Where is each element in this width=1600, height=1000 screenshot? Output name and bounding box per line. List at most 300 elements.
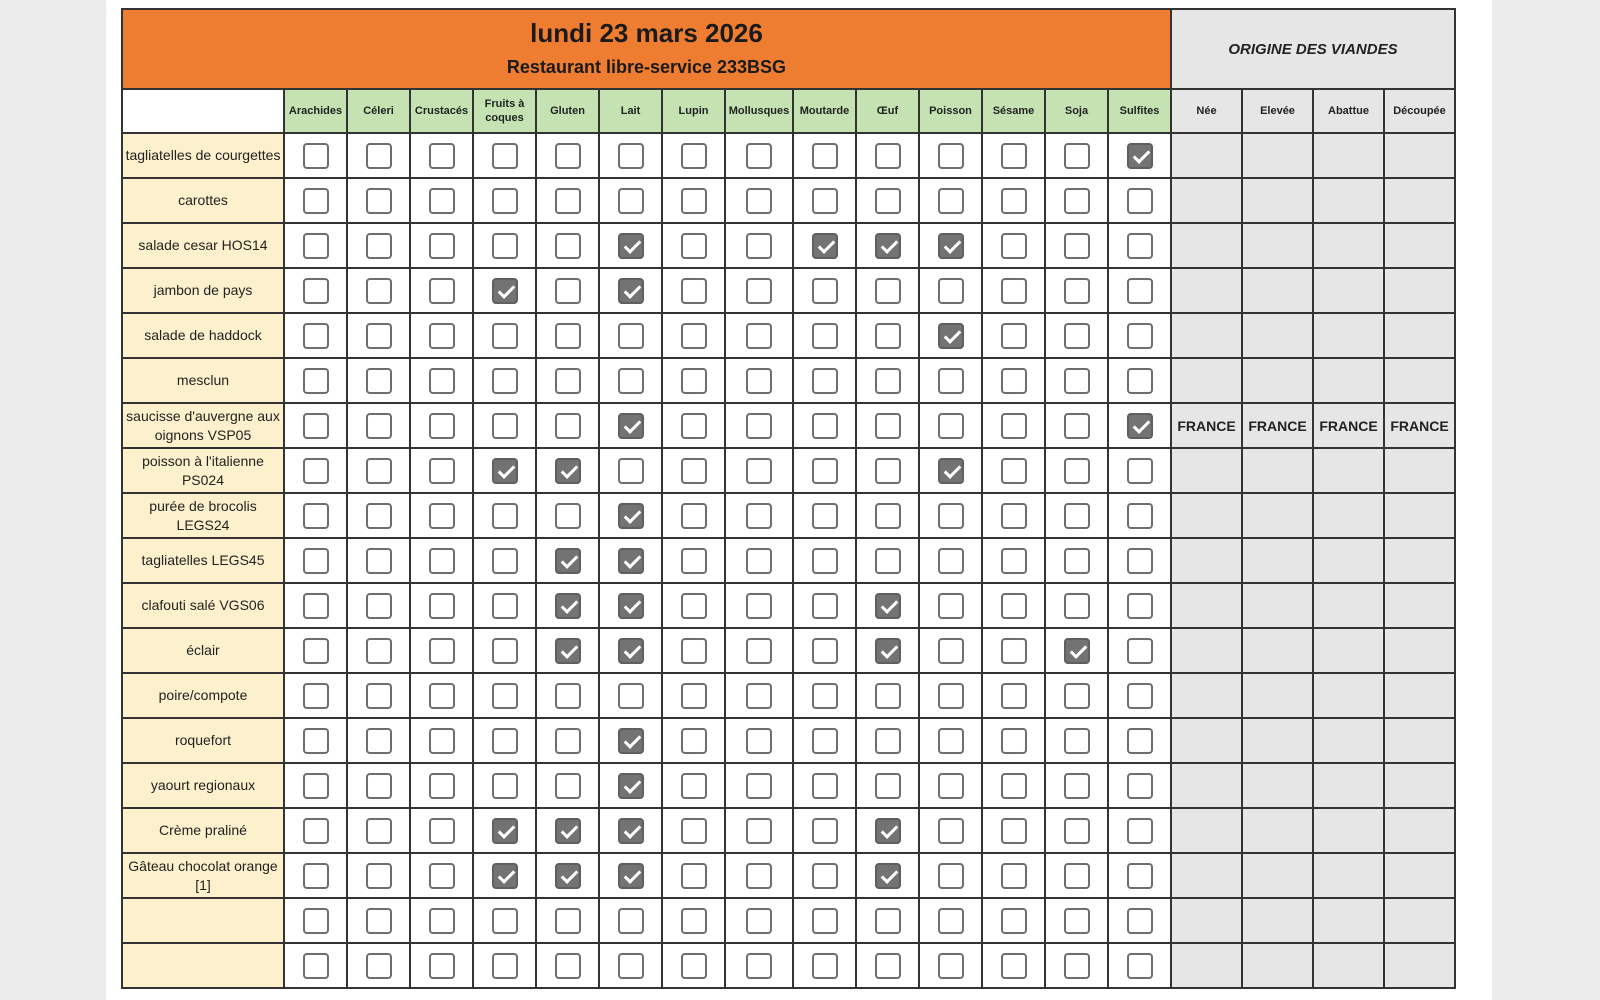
checkbox-arachides[interactable]: [303, 323, 329, 349]
checkbox-sulfites[interactable]: [1127, 818, 1153, 844]
checkbox-lupin[interactable]: [681, 953, 707, 979]
checkbox-sulfites[interactable]: [1127, 728, 1153, 754]
checkbox-sulfites[interactable]: [1127, 413, 1153, 439]
checkbox-mollusques[interactable]: [746, 773, 772, 799]
checkbox-celeri[interactable]: [366, 413, 392, 439]
checkbox-lait[interactable]: [618, 728, 644, 754]
checkbox-celeri[interactable]: [366, 458, 392, 484]
checkbox-lait[interactable]: [618, 503, 644, 529]
checkbox-lait[interactable]: [618, 143, 644, 169]
allergen-cell: [982, 403, 1045, 448]
checkbox-poisson[interactable]: [938, 908, 964, 934]
checkbox-poisson[interactable]: [938, 593, 964, 619]
checkbox-moutarde[interactable]: [812, 143, 838, 169]
allergen-cell: [347, 583, 410, 628]
checkbox-lupin[interactable]: [681, 728, 707, 754]
checkbox-soja[interactable]: [1064, 638, 1090, 664]
checkbox-arachides[interactable]: [303, 818, 329, 844]
checkbox-crustaces[interactable]: [429, 818, 455, 844]
checkbox-gluten[interactable]: [555, 458, 581, 484]
checkbox-mollusques[interactable]: [746, 143, 772, 169]
checkbox-fruits-a-coques[interactable]: [492, 188, 518, 214]
checkbox-crustaces[interactable]: [429, 323, 455, 349]
checkbox-fruits-a-coques[interactable]: [492, 413, 518, 439]
checkbox-mollusques[interactable]: [746, 188, 772, 214]
origin-cell-nee: [1171, 538, 1242, 583]
origin-cell-nee: [1171, 583, 1242, 628]
checkbox-arachides[interactable]: [303, 683, 329, 709]
checkbox-poisson[interactable]: [938, 818, 964, 844]
checkbox-lait[interactable]: [618, 278, 644, 304]
checkbox-lupin[interactable]: [681, 773, 707, 799]
checkbox-lupin[interactable]: [681, 143, 707, 169]
checkbox-arachides[interactable]: [303, 278, 329, 304]
checkbox-soja[interactable]: [1064, 593, 1090, 619]
allergen-cell: [410, 403, 473, 448]
table-row: [122, 448, 1455, 493]
checkbox-fruits-a-coques[interactable]: [492, 953, 518, 979]
origin-cell-elevee: [1242, 628, 1313, 673]
origin-cell-abattue: [1313, 718, 1384, 763]
checkbox-moutarde[interactable]: [812, 773, 838, 799]
allergen-cell: [347, 673, 410, 718]
checkbox-sulfites[interactable]: [1127, 323, 1153, 349]
checkbox-sesame[interactable]: [1001, 458, 1027, 484]
allergen-cell: [284, 448, 347, 493]
checkbox-poisson[interactable]: [938, 638, 964, 664]
checkbox-sulfites[interactable]: [1127, 863, 1153, 889]
checkbox-sesame[interactable]: [1001, 863, 1027, 889]
checkbox-crustaces[interactable]: [429, 638, 455, 664]
allergen-cell: [982, 268, 1045, 313]
checkbox-sesame[interactable]: [1001, 638, 1027, 664]
checkbox-sulfites[interactable]: [1127, 953, 1153, 979]
checkbox-arachides[interactable]: [303, 728, 329, 754]
checkbox-soja[interactable]: [1064, 953, 1090, 979]
checkbox-oeuf[interactable]: [875, 953, 901, 979]
checkbox-arachides[interactable]: [303, 458, 329, 484]
allergen-cell: [536, 583, 599, 628]
checkbox-lupin[interactable]: [681, 503, 707, 529]
checkbox-sulfites[interactable]: [1127, 593, 1153, 619]
checkbox-crustaces[interactable]: [429, 233, 455, 259]
checkbox-sulfites[interactable]: [1127, 143, 1153, 169]
checkbox-arachides[interactable]: [303, 413, 329, 439]
checkbox-fruits-a-coques[interactable]: [492, 863, 518, 889]
checkbox-celeri[interactable]: [366, 188, 392, 214]
checkbox-arachides[interactable]: [303, 503, 329, 529]
checkbox-lait[interactable]: [618, 368, 644, 394]
checkbox-arachides[interactable]: [303, 368, 329, 394]
checkbox-mollusques[interactable]: [746, 908, 772, 934]
checkbox-oeuf[interactable]: [875, 503, 901, 529]
checkbox-gluten[interactable]: [555, 818, 581, 844]
checkbox-fruits-a-coques[interactable]: [492, 908, 518, 934]
allergen-cell: [856, 268, 919, 313]
menu-date: lundi 23 mars 2026: [530, 18, 763, 48]
checkbox-oeuf[interactable]: [875, 773, 901, 799]
checkbox-sulfites[interactable]: [1127, 233, 1153, 259]
checkbox-moutarde[interactable]: [812, 413, 838, 439]
checkbox-lait[interactable]: [618, 458, 644, 484]
checkbox-moutarde[interactable]: [812, 863, 838, 889]
checkbox-celeri[interactable]: [366, 548, 392, 574]
checkbox-sesame[interactable]: [1001, 683, 1027, 709]
checkbox-celeri[interactable]: [366, 863, 392, 889]
checkbox-crustaces[interactable]: [429, 278, 455, 304]
checkbox-mollusques[interactable]: [746, 818, 772, 844]
checkbox-soja[interactable]: [1064, 143, 1090, 169]
checkbox-lupin[interactable]: [681, 593, 707, 619]
checkbox-sulfites[interactable]: [1127, 503, 1153, 529]
checkbox-crustaces[interactable]: [429, 458, 455, 484]
checkbox-celeri[interactable]: [366, 908, 392, 934]
checkbox-gluten[interactable]: [555, 863, 581, 889]
checkbox-soja[interactable]: [1064, 773, 1090, 799]
checkbox-oeuf[interactable]: [875, 683, 901, 709]
allergen-cell: [982, 808, 1045, 853]
checkbox-moutarde[interactable]: [812, 233, 838, 259]
checkbox-moutarde[interactable]: [812, 728, 838, 754]
checkbox-celeri[interactable]: [366, 773, 392, 799]
checkbox-crustaces[interactable]: [429, 593, 455, 619]
checkbox-sesame[interactable]: [1001, 908, 1027, 934]
checkbox-fruits-a-coques[interactable]: [492, 458, 518, 484]
checkbox-celeri[interactable]: [366, 818, 392, 844]
checkbox-sesame[interactable]: [1001, 278, 1027, 304]
checkbox-sesame[interactable]: [1001, 143, 1027, 169]
checkbox-poisson[interactable]: [938, 548, 964, 574]
checkbox-lupin[interactable]: [681, 368, 707, 394]
checkbox-gluten[interactable]: [555, 773, 581, 799]
checkbox-soja[interactable]: [1064, 323, 1090, 349]
checkbox-sesame[interactable]: [1001, 503, 1027, 529]
checkbox-lait[interactable]: [618, 323, 644, 349]
checkbox-lupin[interactable]: [681, 863, 707, 889]
checkbox-celeri[interactable]: [366, 278, 392, 304]
checkbox-gluten[interactable]: [555, 143, 581, 169]
checkbox-celeri[interactable]: [366, 728, 392, 754]
checkbox-poisson[interactable]: [938, 278, 964, 304]
allergen-cell: [473, 448, 536, 493]
checkbox-sulfites[interactable]: [1127, 548, 1153, 574]
checkbox-fruits-a-coques[interactable]: [492, 233, 518, 259]
checkbox-soja[interactable]: [1064, 908, 1090, 934]
checkbox-sesame[interactable]: [1001, 413, 1027, 439]
checkbox-arachides[interactable]: [303, 548, 329, 574]
checkbox-sulfites[interactable]: [1127, 188, 1153, 214]
checkbox-celeri[interactable]: [366, 593, 392, 619]
checkbox-fruits-a-coques[interactable]: [492, 593, 518, 619]
checkbox-mollusques[interactable]: [746, 593, 772, 619]
checkbox-lait[interactable]: [618, 233, 644, 259]
checkbox-oeuf[interactable]: [875, 728, 901, 754]
checkbox-oeuf[interactable]: [875, 638, 901, 664]
checkbox-lait[interactable]: [618, 908, 644, 934]
checkbox-soja[interactable]: [1064, 863, 1090, 889]
checkbox-fruits-a-coques[interactable]: [492, 818, 518, 844]
checkbox-soja[interactable]: [1064, 188, 1090, 214]
checkbox-oeuf[interactable]: [875, 233, 901, 259]
checkbox-poisson[interactable]: [938, 953, 964, 979]
checkbox-sesame[interactable]: [1001, 818, 1027, 844]
checkbox-fruits-a-coques[interactable]: [492, 683, 518, 709]
checkbox-sulfites[interactable]: [1127, 458, 1153, 484]
checkbox-lait[interactable]: [618, 953, 644, 979]
checkbox-fruits-a-coques[interactable]: [492, 278, 518, 304]
checkbox-gluten[interactable]: [555, 728, 581, 754]
checkbox-moutarde[interactable]: [812, 818, 838, 844]
checkbox-lait[interactable]: [618, 863, 644, 889]
checkbox-moutarde[interactable]: [812, 953, 838, 979]
checkbox-oeuf[interactable]: [875, 458, 901, 484]
checkbox-gluten[interactable]: [555, 953, 581, 979]
checkbox-soja[interactable]: [1064, 728, 1090, 754]
checkbox-soja[interactable]: [1064, 413, 1090, 439]
checkbox-crustaces[interactable]: [429, 863, 455, 889]
checkbox-mollusques[interactable]: [746, 863, 772, 889]
checkbox-oeuf[interactable]: [875, 908, 901, 934]
checkbox-sulfites[interactable]: [1127, 368, 1153, 394]
checkbox-poisson[interactable]: [938, 458, 964, 484]
checkbox-crustaces[interactable]: [429, 503, 455, 529]
checkbox-gluten[interactable]: [555, 278, 581, 304]
origin-cell-decoupee: [1384, 898, 1455, 943]
checkbox-mollusques[interactable]: [746, 503, 772, 529]
allergen-cell: [473, 493, 536, 538]
origin-cell-decoupee: [1384, 763, 1455, 808]
checkbox-oeuf[interactable]: [875, 593, 901, 619]
checkbox-sesame[interactable]: [1001, 233, 1027, 259]
allergen-cell: [725, 628, 793, 673]
checkbox-sesame[interactable]: [1001, 323, 1027, 349]
checkbox-gluten[interactable]: [555, 548, 581, 574]
checkbox-gluten[interactable]: [555, 683, 581, 709]
checkbox-mollusques[interactable]: [746, 323, 772, 349]
checkbox-sesame[interactable]: [1001, 368, 1027, 394]
checkbox-crustaces[interactable]: [429, 188, 455, 214]
checkbox-soja[interactable]: [1064, 233, 1090, 259]
checkbox-moutarde[interactable]: [812, 368, 838, 394]
checkbox-gluten[interactable]: [555, 368, 581, 394]
checkbox-mollusques[interactable]: [746, 368, 772, 394]
checkbox-lait[interactable]: [618, 188, 644, 214]
checkbox-arachides[interactable]: [303, 593, 329, 619]
checkbox-fruits-a-coques[interactable]: [492, 728, 518, 754]
checkbox-sesame[interactable]: [1001, 773, 1027, 799]
allergen-cell: [856, 943, 919, 988]
checkbox-celeri[interactable]: [366, 683, 392, 709]
checkbox-celeri[interactable]: [366, 233, 392, 259]
checkbox-crustaces[interactable]: [429, 143, 455, 169]
checkbox-lait[interactable]: [618, 818, 644, 844]
checkbox-lait[interactable]: [618, 413, 644, 439]
checkbox-lupin[interactable]: [681, 188, 707, 214]
allergen-cell: [410, 673, 473, 718]
checkbox-poisson[interactable]: [938, 413, 964, 439]
checkbox-sesame[interactable]: [1001, 188, 1027, 214]
checkbox-soja[interactable]: [1064, 683, 1090, 709]
checkbox-poisson[interactable]: [938, 503, 964, 529]
origin-header-abattue: Abattue: [1313, 89, 1384, 133]
checkbox-fruits-a-coques[interactable]: [492, 368, 518, 394]
checkbox-soja[interactable]: [1064, 818, 1090, 844]
checkbox-arachides[interactable]: [303, 908, 329, 934]
checkbox-soja[interactable]: [1064, 503, 1090, 529]
checkbox-lait[interactable]: [618, 683, 644, 709]
checkbox-celeri[interactable]: [366, 503, 392, 529]
checkbox-poisson[interactable]: [938, 683, 964, 709]
checkbox-celeri[interactable]: [366, 323, 392, 349]
origin-cell-elevee: [1242, 268, 1313, 313]
checkbox-sesame[interactable]: [1001, 728, 1027, 754]
checkbox-fruits-a-coques[interactable]: [492, 143, 518, 169]
checkbox-gluten[interactable]: [555, 188, 581, 214]
checkbox-mollusques[interactable]: [746, 683, 772, 709]
checkbox-lupin[interactable]: [681, 908, 707, 934]
checkbox-mollusques[interactable]: [746, 458, 772, 484]
checkbox-sulfites[interactable]: [1127, 683, 1153, 709]
checkbox-arachides[interactable]: [303, 773, 329, 799]
checkbox-sesame[interactable]: [1001, 593, 1027, 619]
checkbox-gluten[interactable]: [555, 413, 581, 439]
checkbox-crustaces[interactable]: [429, 953, 455, 979]
checkbox-fruits-a-coques[interactable]: [492, 323, 518, 349]
checkbox-soja[interactable]: [1064, 368, 1090, 394]
checkbox-mollusques[interactable]: [746, 728, 772, 754]
checkbox-arachides[interactable]: [303, 953, 329, 979]
checkbox-oeuf[interactable]: [875, 818, 901, 844]
checkbox-celeri[interactable]: [366, 143, 392, 169]
checkbox-oeuf[interactable]: [875, 863, 901, 889]
checkbox-sulfites[interactable]: [1127, 773, 1153, 799]
checkbox-celeri[interactable]: [366, 368, 392, 394]
checkbox-soja[interactable]: [1064, 278, 1090, 304]
origin-cell-nee: [1171, 763, 1242, 808]
checkbox-moutarde[interactable]: [812, 548, 838, 574]
checkbox-mollusques[interactable]: [746, 278, 772, 304]
checkbox-poisson[interactable]: [938, 233, 964, 259]
checkbox-moutarde[interactable]: [812, 503, 838, 529]
checkbox-lupin[interactable]: [681, 233, 707, 259]
checkbox-gluten[interactable]: [555, 503, 581, 529]
checkbox-lupin[interactable]: [681, 548, 707, 574]
checkbox-poisson[interactable]: [938, 323, 964, 349]
checkbox-celeri[interactable]: [366, 638, 392, 664]
checkbox-sesame[interactable]: [1001, 953, 1027, 979]
checkbox-oeuf[interactable]: [875, 323, 901, 349]
checkbox-arachides[interactable]: [303, 638, 329, 664]
checkbox-poisson[interactable]: [938, 863, 964, 889]
allergen-cell: [919, 898, 982, 943]
checkbox-lupin[interactable]: [681, 413, 707, 439]
checkbox-moutarde[interactable]: [812, 323, 838, 349]
allergen-cell: [856, 718, 919, 763]
checkbox-lupin[interactable]: [681, 323, 707, 349]
checkbox-crustaces[interactable]: [429, 908, 455, 934]
allergen-cell: [284, 313, 347, 358]
checkbox-lupin[interactable]: [681, 638, 707, 664]
checkbox-celeri[interactable]: [366, 953, 392, 979]
checkbox-lupin[interactable]: [681, 278, 707, 304]
checkbox-moutarde[interactable]: [812, 593, 838, 619]
checkbox-moutarde[interactable]: [812, 278, 838, 304]
checkbox-moutarde[interactable]: [812, 683, 838, 709]
checkbox-crustaces[interactable]: [429, 413, 455, 439]
checkbox-arachides[interactable]: [303, 188, 329, 214]
checkbox-lait[interactable]: [618, 638, 644, 664]
checkbox-moutarde[interactable]: [812, 458, 838, 484]
checkbox-crustaces[interactable]: [429, 728, 455, 754]
checkbox-soja[interactable]: [1064, 458, 1090, 484]
checkbox-moutarde[interactable]: [812, 908, 838, 934]
checkbox-mollusques[interactable]: [746, 638, 772, 664]
allergen-cell: [1108, 403, 1171, 448]
allergen-cell: [856, 898, 919, 943]
checkbox-oeuf[interactable]: [875, 143, 901, 169]
allergen-cell: [856, 673, 919, 718]
checkbox-gluten[interactable]: [555, 593, 581, 619]
checkbox-poisson[interactable]: [938, 773, 964, 799]
checkbox-poisson[interactable]: [938, 143, 964, 169]
checkbox-sulfites[interactable]: [1127, 278, 1153, 304]
checkbox-arachides[interactable]: [303, 233, 329, 259]
checkbox-mollusques[interactable]: [746, 233, 772, 259]
checkbox-arachides[interactable]: [303, 863, 329, 889]
allergen-header-celeri: Céleri: [347, 89, 410, 133]
checkbox-fruits-a-coques[interactable]: [492, 773, 518, 799]
checkbox-oeuf[interactable]: [875, 548, 901, 574]
checkbox-mollusques[interactable]: [746, 953, 772, 979]
checkbox-oeuf[interactable]: [875, 188, 901, 214]
checkbox-lupin[interactable]: [681, 683, 707, 709]
checkbox-crustaces[interactable]: [429, 773, 455, 799]
checkbox-mollusques[interactable]: [746, 548, 772, 574]
checkbox-oeuf[interactable]: [875, 278, 901, 304]
checkbox-crustaces[interactable]: [429, 368, 455, 394]
checkbox-crustaces[interactable]: [429, 548, 455, 574]
checkbox-arachides[interactable]: [303, 143, 329, 169]
checkbox-sesame[interactable]: [1001, 548, 1027, 574]
checkbox-gluten[interactable]: [555, 323, 581, 349]
checkbox-moutarde[interactable]: [812, 188, 838, 214]
checkbox-lupin[interactable]: [681, 458, 707, 484]
checkbox-lait[interactable]: [618, 593, 644, 619]
checkbox-gluten[interactable]: [555, 908, 581, 934]
checkbox-oeuf[interactable]: [875, 413, 901, 439]
checkbox-lupin[interactable]: [681, 818, 707, 844]
checkbox-sulfites[interactable]: [1127, 908, 1153, 934]
checkbox-gluten[interactable]: [555, 638, 581, 664]
checkbox-lait[interactable]: [618, 773, 644, 799]
checkbox-poisson[interactable]: [938, 368, 964, 394]
checkbox-fruits-a-coques[interactable]: [492, 548, 518, 574]
checkbox-gluten[interactable]: [555, 233, 581, 259]
checkbox-fruits-a-coques[interactable]: [492, 503, 518, 529]
checkbox-poisson[interactable]: [938, 728, 964, 754]
checkbox-moutarde[interactable]: [812, 638, 838, 664]
checkbox-fruits-a-coques[interactable]: [492, 638, 518, 664]
allergen-cell: [536, 718, 599, 763]
checkbox-soja[interactable]: [1064, 548, 1090, 574]
checkbox-crustaces[interactable]: [429, 683, 455, 709]
allergen-cell: [284, 403, 347, 448]
checkbox-oeuf[interactable]: [875, 368, 901, 394]
checkbox-poisson[interactable]: [938, 188, 964, 214]
checkbox-sulfites[interactable]: [1127, 638, 1153, 664]
checkbox-lait[interactable]: [618, 548, 644, 574]
checkbox-mollusques[interactable]: [746, 413, 772, 439]
